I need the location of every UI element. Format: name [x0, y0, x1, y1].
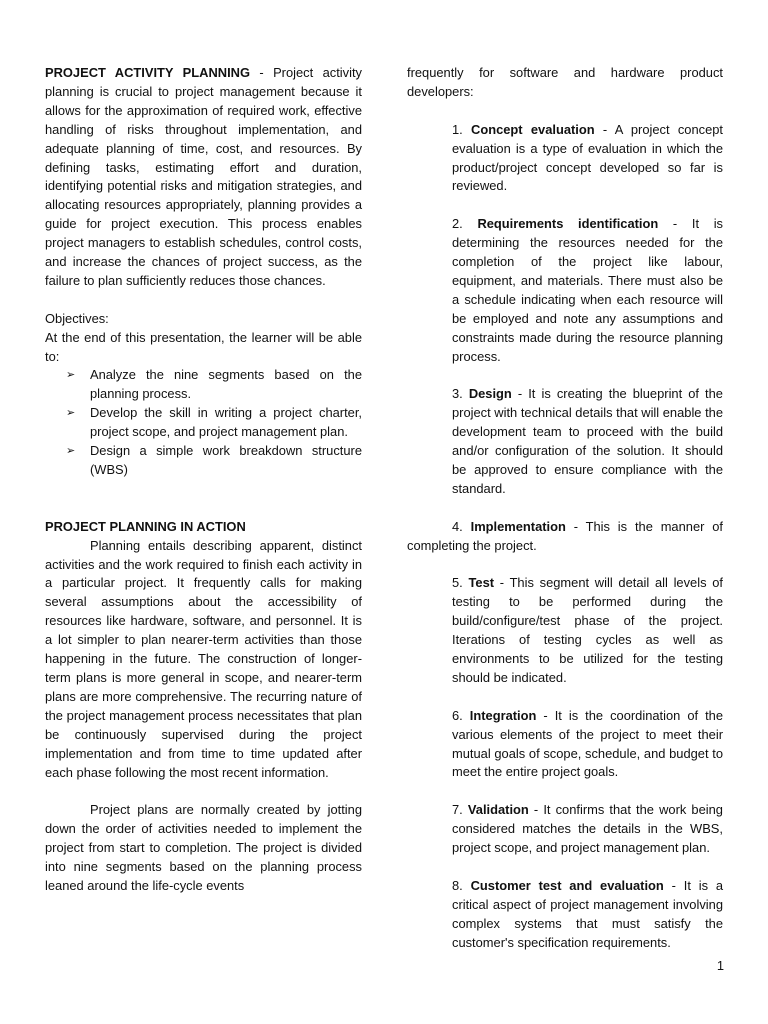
- numbered-item-5: [452, 574, 723, 687]
- left-column: [45, 64, 362, 896]
- objectives-label: Objectives:: [45, 310, 109, 326]
- item-text: - This segment will detail all levels of testing to be performed during the build/configure/test phase of the project. Iterations of testing cycles as well as environments to be utilized for the testing should be indicated.: [452, 575, 724, 685]
- item-text: - It is the coordination of the various elements of the project to meet their mutual goals of scope, schedule, and budget to meet the entire project goals.: [452, 707, 723, 780]
- numbered-item-7: [452, 801, 723, 858]
- numbered-item-2: [452, 215, 723, 366]
- paragraph-text: - Project activity planning is crucial to project management because it allows for the approximation of required work, effective handling of risks throughout implementation, and adequate planning of time, cost, and resources. By defining tasks, estimating effort and duration, identifying potential risks and mitigation strategies, and allocating resources appropriately, planning provides a guide for project execution. This process enables project managers to establish schedules, control costs, and increase the chances of project success, as the failure to plan sufficiently reduces those chances.: [45, 65, 362, 288]
- item-number: 2.: [452, 216, 463, 232]
- item-number: 8.: [452, 877, 463, 893]
- item-number: 7.: [452, 802, 463, 818]
- item-number: 4.: [452, 518, 463, 534]
- objective-item: [45, 404, 362, 442]
- numbered-item-3: [452, 385, 723, 498]
- paragraph: Planning entails describing apparent, distinct activities and the work required to finish each activity in a particular project. It frequently calls for making several assumptions about the accessibility of resources like hardware, software, and personnel. It is a lot simpler to plan nearer-term activities than those happening in the future. The construction of longer-term plans is more general in scope, and nearer-term plans are more comprehensive. The recurring nature of the project management process necessitates that plan be continuously supervised during the project implementation and from time to time updated after each phase following the most recent information.: [45, 537, 362, 780]
- section-heading: PROJECT ACTIVITY PLANNING: [45, 65, 250, 80]
- objective-text: Design a simple work breakdown structure (WBS): [90, 443, 362, 478]
- item-title: Integration: [469, 707, 537, 723]
- item-number: 5.: [452, 575, 463, 591]
- item-text: - It is creating the blueprint of the project with technical details that will enable the development team to proceed with the build and/or configuration of the solution. It should be approved to ensure compliance with the standard.: [452, 386, 723, 496]
- item-text: - It is a critical aspect of project management involving complex systems that must satisfy the customer's specification requirements.: [452, 877, 724, 950]
- right-column: [407, 64, 723, 952]
- section-heading: [45, 518, 362, 537]
- continuation-text: frequently for software and hardware product developers:: [407, 65, 723, 99]
- objective-text: Develop the skill in writing a project charter, project scope, and project management plan.: [90, 405, 362, 440]
- item-text: - It is determining the resources needed for the completion of the project like labour, equipment, and materials. There must also be a schedule indicating when each resource will be employed and note any assumptions and constraints made during the resource planning process.: [452, 216, 723, 364]
- item-title: Requirements identification: [477, 216, 659, 232]
- numbered-item-4: [407, 518, 723, 556]
- item-title: Validation: [467, 802, 529, 818]
- objectives-list: [45, 366, 362, 479]
- item-number: 1.: [452, 121, 463, 137]
- objectives-intro: At the end of this presentation, the learner will be able to:: [45, 329, 362, 364]
- arrow-bullet-icon: ➢: [66, 406, 76, 420]
- item-title: Test: [468, 575, 495, 591]
- item-text: - It confirms that the work being considered matches the details in the WBS, project scope, and project management plan.: [452, 802, 723, 856]
- item-title: Concept evaluation: [471, 121, 595, 137]
- item-number: 6.: [452, 707, 463, 723]
- item-text: - This is the manner of completing the project.: [407, 518, 723, 553]
- objective-text: Analyze the nine segments based on the planning process.: [90, 367, 362, 402]
- item-title: Customer test and evaluation: [470, 877, 664, 893]
- item-title: Design: [468, 386, 512, 402]
- numbered-item-6: [452, 707, 723, 783]
- item-text: - A project concept evaluation is a type of evaluation in which the product/project concept developed so far is reviewed.: [452, 121, 723, 194]
- page-number: 1: [716, 958, 724, 973]
- arrow-bullet-icon: ➢: [66, 368, 76, 382]
- numbered-item-1: [452, 121, 723, 197]
- item-title: Implementation: [470, 518, 566, 534]
- item-number: 3.: [452, 386, 463, 402]
- objective-item: [45, 442, 362, 480]
- arrow-bullet-icon: ➢: [66, 444, 76, 458]
- paragraph: Project plans are normally created by jotting down the order of activities needed to implement the project from start to completion. The project is divided into nine segments based on the planning process leaned around the life-cycle events: [45, 802, 362, 893]
- numbered-item-8: [452, 877, 723, 953]
- section-heading-text: PROJECT PLANNING IN ACTION: [45, 518, 246, 534]
- section-project-activity-planning: [45, 64, 362, 291]
- objective-item: [45, 366, 362, 404]
